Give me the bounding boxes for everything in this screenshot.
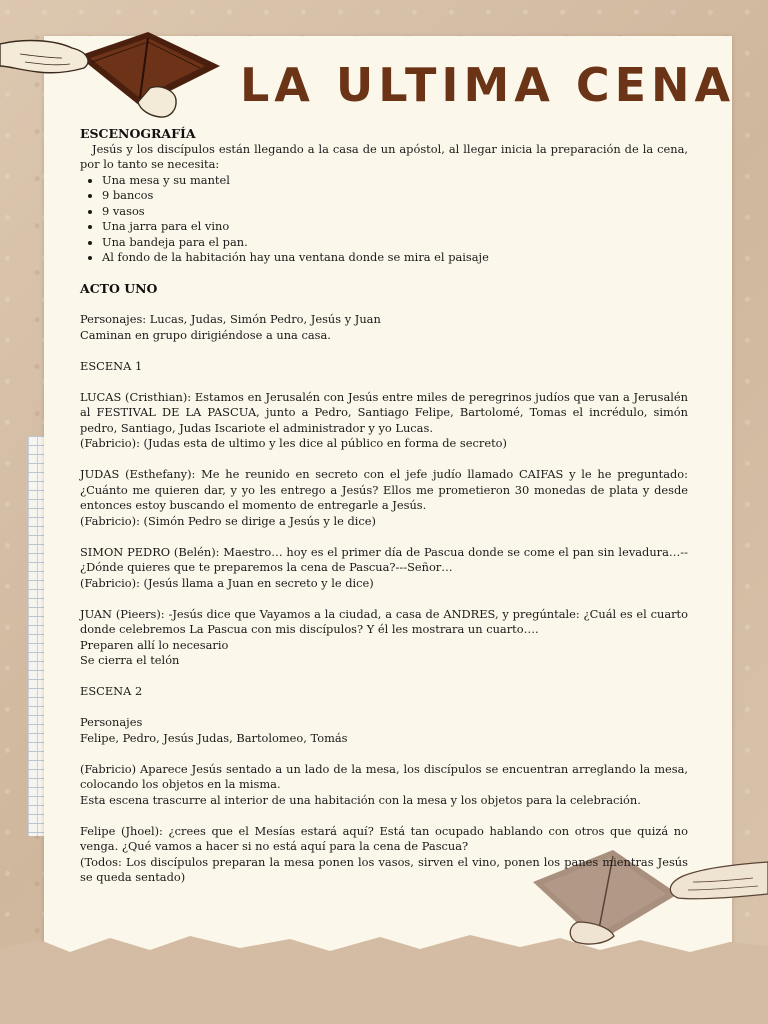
list-item: • Una mesa y su mantel [102, 173, 688, 189]
stage-direction: (Fabricio): (Judas esta de ultimo y les dice al público en forma de secreto) [80, 436, 507, 450]
dialogue-judas: JUDAS (Esthefany): Me he reunido en secreto con el jefe judío llamado CAIFAS y le he preguntado: ¿Cuánto me quieren dar, y yo les entrego a Jesús? Ellos me prometieron 30 monedas de plata y desde entonces estoy buscando el momento de entregarle a Jesús. [80, 467, 688, 512]
acto-uno-heading: ACTO UNO [80, 281, 158, 296]
escena1-heading: ESCENA 1 [80, 358, 143, 373]
page-title: LA ULTIMA CENA [240, 58, 736, 112]
stage-direction: (Fabricio): (Jesús llama a Juan en secreto y le dice) [80, 575, 374, 590]
escena2-heading: ESCENA 2 [80, 684, 143, 698]
escenografia-intro: Jesús y los discípulos están llegando a la casa de un apóstol, al llegar inicia la preparación de la cena, por lo tanto se necesita: [80, 141, 688, 171]
dialogue-felipe: Felipe (Jhoel): ¿crees que el Mesías estará aquí? Está tan ocupado hablando con otros que quizá no venga. ¿Qué vamos a hacer si no está aquí para la cena de Pascua? [80, 823, 688, 853]
stage-direction: Se cierra el telón [80, 653, 180, 667]
hand-left-icon [0, 41, 88, 73]
list-item: • 9 bancos [102, 188, 688, 204]
script-content [80, 126, 688, 886]
dialogue-simon-pedro: SIMON PEDRO (Belén): Maestro… hoy es el primer día de Pascua donde se come el pan sin levadura…-- ¿Dónde quieres que te preparemos la cena de Pascua?---Señor… [80, 544, 688, 574]
stage-direction: (Todos: Los discípulos preparan la mesa ponen los vasos, sirven el vino, ponen los panes mientras Jesús se queda sentado) [80, 854, 688, 884]
acto-uno-accion: Caminan en grupo dirigiéndose a una casa. [80, 327, 331, 342]
escena2-personajes: Felipe, Pedro, Jesús Judas, Bartolomeo, Tomás [80, 730, 348, 745]
list-item: • Una jarra para el vino [102, 219, 688, 235]
list-item: • Una bandeja para el pan. [102, 235, 688, 251]
acto-uno-personajes: Personajes: Lucas, Judas, Simón Pedro, Jesús y Juan [80, 312, 381, 326]
hands-book-icon [0, 14, 225, 124]
stage-direction: (Fabricio) Aparece Jesús sentado a un lado de la mesa, los discípulos se encuentran arreglando la mesa, colocando los objetos en la misma. [80, 761, 688, 791]
dialogue-juan-cont: Preparen allí lo necesario [80, 637, 229, 652]
escenografia-heading: ESCENOGRAFÍA [80, 126, 196, 141]
props-list [80, 173, 688, 266]
list-item: • 9 vasos [102, 204, 688, 220]
stage-direction: (Fabricio): (Simón Pedro se dirige a Jesús y le dice) [80, 513, 376, 528]
dialogue-juan: JUAN (Pieers): -Jesús dice que Vayamos a la ciudad, a casa de ANDRES, y pregúntale: ¿Cuál es el cuarto donde celebremos La Pascua con mis discípulos? Y él les mostrara un cuarto…. [80, 606, 688, 636]
escena2-personajes-label: Personajes [80, 715, 143, 729]
list-item: • Al fondo de la habitación hay una ventana donde se mira el paisaje [102, 250, 688, 266]
scene-description: Esta escena trascurre al interior de una habitación con la mesa y los objetos para la celebración. [80, 792, 641, 807]
dialogue-lucas: LUCAS (Cristhian): Estamos en Jerusalén con Jesús entre miles de peregrinos judíos que van a Jerusalén al FESTIVAL DE LA PASCUA, junto a Pedro, Santiago Felipe, Bartolomé, Tomas el incrédulo, simón pedro, Santiago, Judas Iscariote el administrador y yo Lucas. [80, 389, 688, 435]
